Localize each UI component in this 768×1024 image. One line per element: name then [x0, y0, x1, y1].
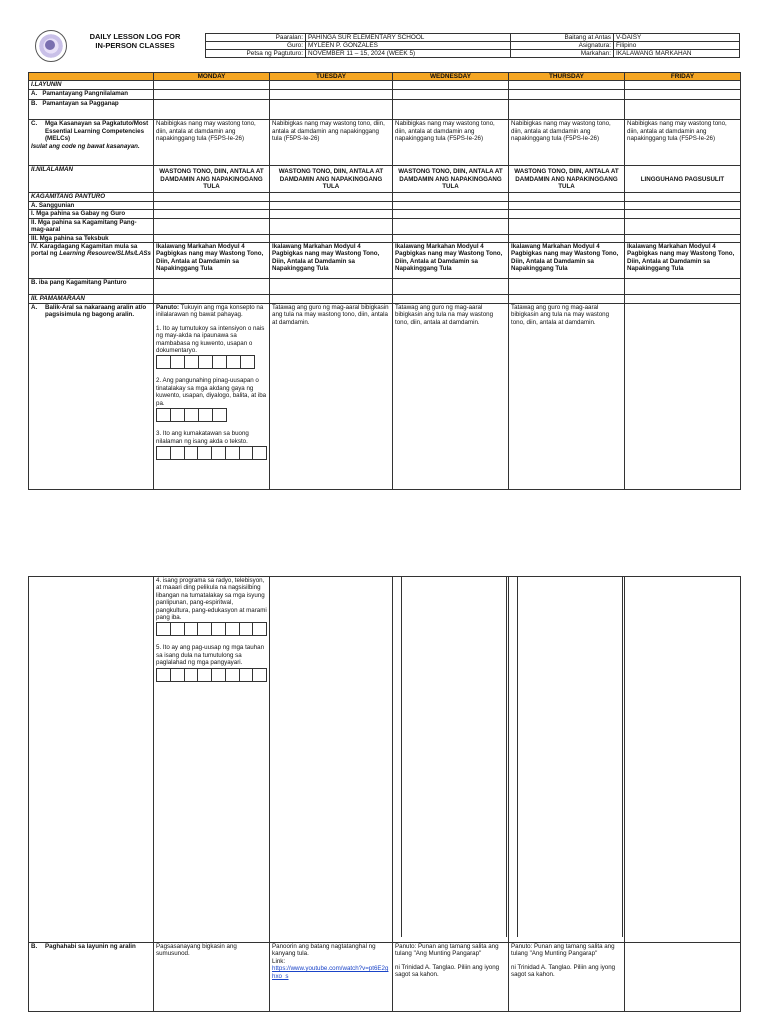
baitang-label: Baitang at Antas — [511, 34, 614, 42]
gabay-label: I. Mga pahina sa Gabay ng Guro — [29, 210, 154, 218]
markahan-label: Markahan: — [511, 50, 614, 58]
continued-wednesday — [393, 577, 509, 943]
layunin-heading: I.LAYUNIN — [29, 81, 154, 90]
continued-friday — [625, 577, 741, 943]
nilalaman-tuesday: WASTONG TONO, DIIN, ANTALA AT DAMDAMIN ANG NAPAKINGGANG TULA — [270, 166, 393, 193]
info-table-left — [205, 33, 511, 58]
question-5: 5. Ito ay ang pag-uusap ng mga tauhan sa isang dula na tumutulong sa paglalahad ng mga pangyayari. — [156, 644, 265, 667]
nilalaman-heading: II.NILALAMAN — [29, 166, 154, 193]
question-4: 4. isang programa sa radyo, telebisyon, at maaari ding pelikula na nagsisilbing libangan na tumatalakay sa mga isyung panlipunan, pang-espiritwal, pangkultura, pang-edukasyon at marami pang iba. — [156, 577, 267, 622]
answer-boxes-4[interactable] — [157, 622, 267, 636]
balik-aral-label: A. Balik-Aral sa nakaraang aralin at/o pagsisimula ng bagong aralin. — [29, 304, 154, 490]
modyul-friday: Ikalawang Markahan Modyul 4 Pagbigkas nang may Wastong Tono, Diin, Antala at Damdamin sa Napakinggang Tula — [625, 243, 741, 279]
melc-thursday: Nabibigkas nang may wastong tono, diin, antala at damdamin ang napakinggang tula (F5PS-Ie-26) — [509, 120, 625, 166]
deped-seal-logo — [35, 30, 67, 62]
info-table-right — [510, 33, 740, 58]
continued-monday — [154, 577, 270, 943]
answer-boxes-3[interactable] — [157, 446, 267, 460]
day-friday: FRIDAY — [625, 73, 741, 81]
balik-aral-tuesday: Tatawag ang guro ng mag-aaral bibigkasin ang tula na may wastong tono, diin, antala at damdamin. — [270, 304, 393, 490]
balik-aral-thursday: Tatawag ang guro ng mag-aaral bibigkasin ang tula na may wastong tono, diin, antala at damdamin. — [509, 304, 625, 490]
karagdagang-label: IV. Karagdagang Kagamitan mula sa portal ng Learning Resource/SLMs/LASs — [29, 243, 154, 279]
answer-boxes-1[interactable] — [157, 355, 267, 369]
lesson-log-table — [28, 72, 741, 490]
paghahabi-wednesday: Panuto: Punan ang tamang salita ang tulang "Ang Munting Pangarap" ni Trinidad A. Tanglao. Piliin ang iyong sagot sa kahon. — [393, 943, 509, 1012]
kagamitan-heading: KAGAMITANG PANTURO — [29, 193, 154, 201]
paghahabi-thursday: Panuto: Punan ang tamang salita ang tulang "Ang Munting Pangarap" ni Trinidad A. Tanglao. Piliin ang iyong sagot sa kahon. — [509, 943, 625, 1012]
header-empty-cell — [29, 73, 154, 81]
title-line-1: DAILY LESSON LOG FOR — [89, 32, 181, 41]
balik-aral-wednesday: Tatawag ang guro ng mag-aaral bibigkasin ang tula na may wastong tono, diin, antala at damdamin. — [393, 304, 509, 490]
markahan-value: IKALAWANG MARKAHAN — [614, 50, 740, 58]
document-title — [70, 32, 200, 50]
nilalaman-thursday: WASTONG TONO, DIIN, ANTALA AT DAMDAMIN ANG NAPAKINGGANG TULA — [509, 166, 625, 193]
modyul-monday: Ikalawang Markahan Modyul 4 Pagbigkas nang may Wastong Tono, Diin, Antala at Damdamin sa Napakinggang Tula — [154, 243, 270, 279]
day-thursday: THURSDAY — [509, 73, 625, 81]
question-2: 2. Ang pangunahing pinag-uusapan o tinatalakay sa mga akdang gaya ng kuwento, usapan, diyalogo, balita, at iba pa. — [156, 377, 267, 407]
asignatura-value: Filipino — [614, 42, 740, 50]
iba-pa-label: B. iba pang Kagamitang Panturo — [29, 279, 154, 295]
guro-value: MYLEEN P. GONZALES — [306, 42, 511, 50]
guro-label: Guro: — [206, 42, 306, 50]
pang-mag-aaral-label: II. Mga pahina sa Kagamitang Pang-mag-aaral — [29, 218, 154, 234]
modyul-thursday: Ikalawang Markahan Modyul 4 Pagbigkas nang may Wastong Tono, Diin, Antala at Damdamin sa Napakinggang Tula — [509, 243, 625, 279]
melc-monday: Nabibigkas nang may wastong tono, diin, antala at damdamin ang napakinggang tula (F5PS-Ie-26) — [154, 120, 270, 166]
paghahabi-tuesday: Panoorin ang batang nagtatanghal ng kanyang tula. Link: https://www.youtube.com/watch?v=pt6E2ghxo_s — [270, 943, 393, 1012]
continued-tuesday — [270, 577, 393, 943]
melc-wednesday: Nabibigkas nang may wastong tono, diin, antala at damdamin ang napakinggang tula (F5PS-Ie-26) — [393, 120, 509, 166]
days-header-row — [29, 73, 741, 81]
petsa-value: NOVEMBER 11 – 15, 2024 (WEEK 5) — [306, 50, 511, 58]
author-thursday: ni Trinidad A. Tanglao. Piliin ang iyong sagot sa kahon. — [511, 963, 616, 979]
answer-boxes-5[interactable] — [157, 668, 267, 682]
nilalaman-friday: LINGGUHANG PAGSUSULIT — [625, 166, 741, 193]
baitang-value: V-DAISY — [614, 34, 740, 42]
nilalaman-monday: WASTONG TONO, DIIN, ANTALA AT DAMDAMIN ANG NAPAKINGGANG TULA — [154, 166, 270, 193]
title-line-2: IN-PERSON CLASSES — [95, 41, 175, 50]
day-monday: MONDAY — [154, 73, 270, 81]
teksbuk-label: III. Mga pahina sa Teksbuk — [29, 234, 154, 242]
paaralan-label: Paaralan: — [206, 34, 306, 42]
continued-thursday — [509, 577, 625, 943]
continued-label-cell — [29, 577, 154, 943]
link-label: Link: — [272, 957, 286, 965]
modyul-tuesday: Ikalawang Markahan Modyul 4 Pagbigkas nang may Wastong Tono, Diin, Antala at Damdamin sa Napakinggang Tula — [270, 243, 393, 279]
pamantayang-pangnilalaman-label: A. Pamantayang Pangnilalaman — [29, 90, 154, 100]
balik-aral-monday — [154, 304, 270, 490]
balik-aral-friday — [625, 304, 741, 490]
melc-friday: Nabibigkas nang may wastong tono, diin, antala at damdamin ang napakinggang tula (F5PS-Ie-26) — [625, 120, 741, 166]
paghahabi-monday: Pagsasanayang bigkasin ang sumusunod. — [154, 943, 270, 1012]
pamantayan-sa-pagganap-label: B. Pamantayan sa Pagganap — [29, 100, 154, 120]
author-wednesday: ni Trinidad A. Tanglao. Piliin ang iyong sagot sa kahon. — [395, 963, 500, 979]
melcs-note: Isulat ang code ng bawat kasanayan. — [31, 142, 140, 150]
lesson-log-table-continued — [28, 576, 741, 1012]
pamamaraan-heading: III. PAMAMARAAN — [29, 295, 154, 304]
paaralan-value: PAHINGA SUR ELEMENTARY SCHOOL — [306, 34, 511, 42]
question-3: 3. Ito ang kumakatawan sa buong nilalaman ng isang akda o teksto. — [156, 430, 249, 445]
youtube-link[interactable]: https://www.youtube.com/watch?v=pt6E2ghxo_s — [272, 965, 389, 980]
paghahabi-label: B. Paghahabi sa layunin ng aralin — [29, 943, 154, 1012]
melcs-label: C. Mga Kasanayan sa Pagkatuto/Most Essential Learning Competencies (MELCs) Isulat ang code ng bawat kasanayan. — [29, 120, 154, 166]
day-wednesday: WEDNESDAY — [393, 73, 509, 81]
petsa-label: Petsa ng Pagtuturo: — [206, 50, 306, 58]
asignatura-label: Asignatura: — [511, 42, 614, 50]
melc-tuesday: Nabibigkas nang may wastong tono, diin, antala at damdamin ang napakinggang tula (F5PS-Ie-26) — [270, 120, 393, 166]
day-tuesday: TUESDAY — [270, 73, 393, 81]
paghahabi-friday — [625, 943, 741, 1012]
nilalaman-wednesday: WASTONG TONO, DIIN, ANTALA AT DAMDAMIN ANG NAPAKINGGANG TULA — [393, 166, 509, 193]
panuto-monday: Panuto: Tukuyin ang mga konsepto na inilalarawan ng bawat pahayag. — [156, 304, 264, 319]
modyul-wednesday: Ikalawang Markahan Modyul 4 Pagbigkas nang may Wastong Tono, Diin, Antala at Damdamin sa Napakinggang Tula — [393, 243, 509, 279]
sanggunian-label: A. Sanggunian — [29, 201, 154, 209]
answer-boxes-2[interactable] — [157, 408, 267, 422]
question-1: 1. Ito ay tumutukoy sa intensiyon o nais ng may-akda na ipaunawa sa mambabasa ng kuwento, usapan o dokumentaryo. — [156, 324, 265, 355]
